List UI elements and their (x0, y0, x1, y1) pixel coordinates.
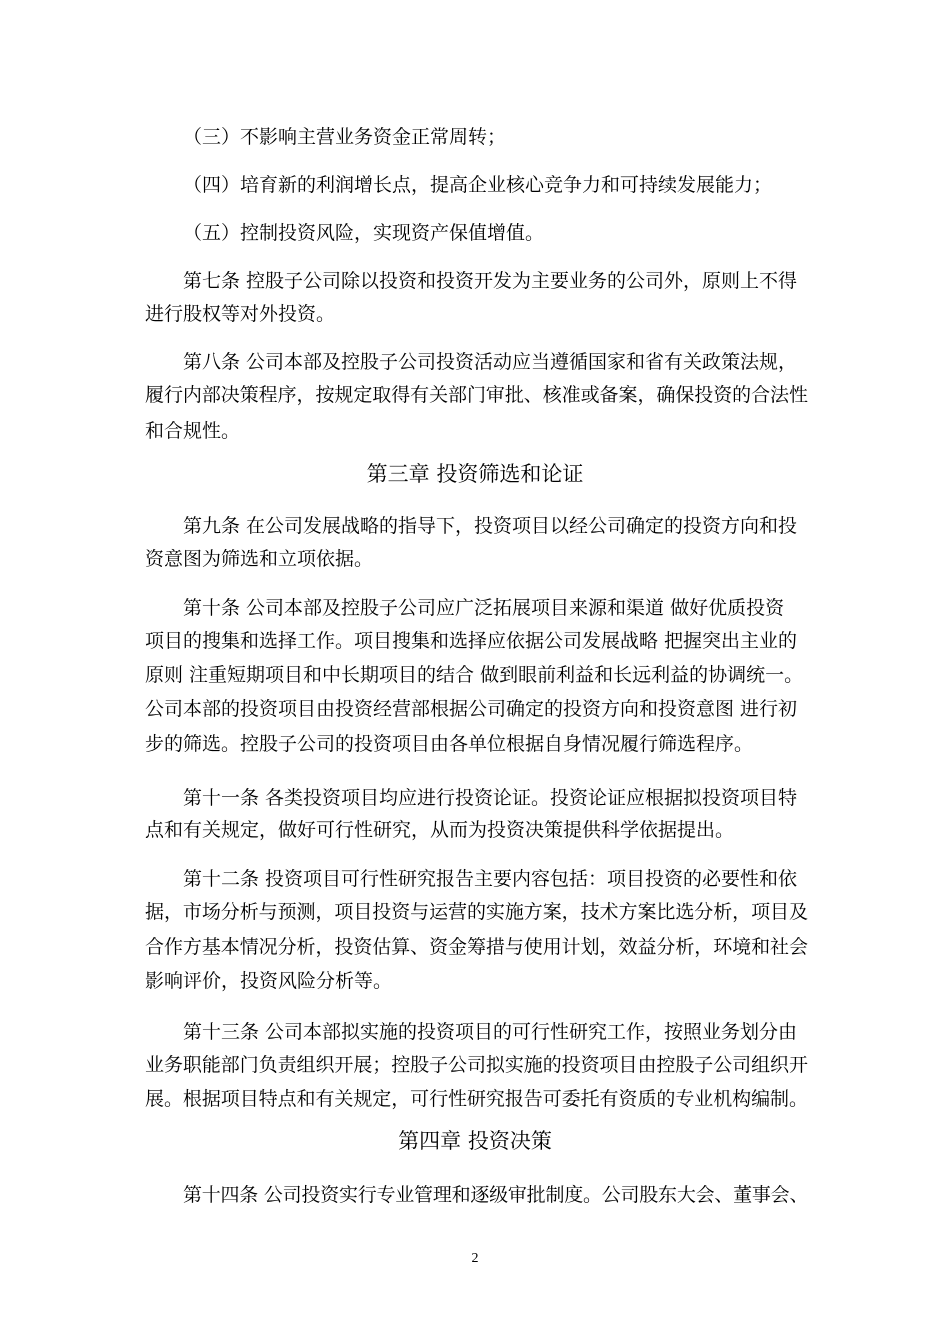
article-11-line-2: 点和有关规定，做好可行性研究，从而为投资决策提供科学依据提出。 (145, 819, 735, 841)
article-13-line-2: 业务职能部门负责组织开展；控股子公司拟实施的投资项目由控股子公司组织开 (145, 1054, 808, 1076)
article-9-line-1: 第九条 在公司发展战略的指导下，投资项目以经公司确定的投资方向和投 (183, 515, 798, 537)
article-8-line-3: 和合规性。 (145, 420, 241, 442)
chapter-4-heading: 第四章 投资决策 (398, 1129, 552, 1153)
article-13-line-1: 第十三条 公司本部拟实施的投资项目的可行性研究工作，按照业务划分由 (183, 1021, 798, 1043)
list-item-4: （四）培育新的利润增长点，提高企业核心竞争力和可持续发展能力； (183, 174, 773, 196)
article-10-line-1: 第十条 公司本部及控股子公司应广泛拓展项目来源和渠道 做好优质投资 (183, 597, 785, 619)
article-10-line-3: 原则 注重短期项目和中长期项目的结合 做到眼前利益和长远利益的协调统一。 (145, 664, 804, 686)
article-8-line-2: 履行内部决策程序，按规定取得有关部门审批、核准或备案，确保投资的合法性 (145, 384, 808, 406)
article-12-line-2: 据，市场分析与预测，项目投资与运营的实施方案，技术方案比选分析，项目及 (145, 901, 808, 923)
article-13-line-3: 展。根据项目特点和有关规定，可行性研究报告可委托有资质的专业机构编制。 (145, 1088, 808, 1110)
article-7-line-1: 第七条 控股子公司除以投资和投资开发为主要业务的公司外，原则上不得 (183, 270, 798, 292)
article-10-line-4: 公司本部的投资项目由投资经营部根据公司确定的投资方向和投资意图 进行初 (145, 698, 798, 720)
list-item-5: （五）控制投资风险，实现资产保值增值。 (183, 222, 545, 244)
page-number: 2 (471, 1251, 479, 1266)
article-12-line-3: 合作方基本情况分析，投资估算、资金筹措与使用计划，效益分析，环境和社会 (145, 936, 808, 958)
article-9-line-2: 资意图为筛选和立项依据。 (145, 548, 374, 570)
article-7-line-2: 进行股权等对外投资。 (145, 303, 336, 325)
article-10-line-2: 项目的搜集和选择工作。项目搜集和选择应依据公司发展战略 把握突出主业的 (145, 630, 798, 652)
article-10-line-5: 步的筛选。控股子公司的投资项目由各单位根据自身情况履行筛选程序。 (145, 733, 754, 755)
article-11-line-1: 第十一条 各类投资项目均应进行投资论证。投资论证应根据拟投资项目特 (183, 787, 798, 809)
chapter-3-heading: 第三章 投资筛选和论证 (366, 462, 584, 486)
list-item-3: （三）不影响主营业务资金正常周转； (183, 126, 507, 148)
article-8-line-1: 第八条 公司本部及控股子公司投资活动应当遵循国家和省有关政策法规， (183, 351, 798, 373)
article-12-line-1: 第十二条 投资项目可行性研究报告主要内容包括：项目投资的必要性和依 (183, 868, 798, 890)
article-14-line-1: 第十四条 公司投资实行专业管理和逐级审批制度。公司股东大会、董事会、 (183, 1184, 809, 1206)
article-12-line-4: 影响评价，投资风险分析等。 (145, 970, 393, 992)
